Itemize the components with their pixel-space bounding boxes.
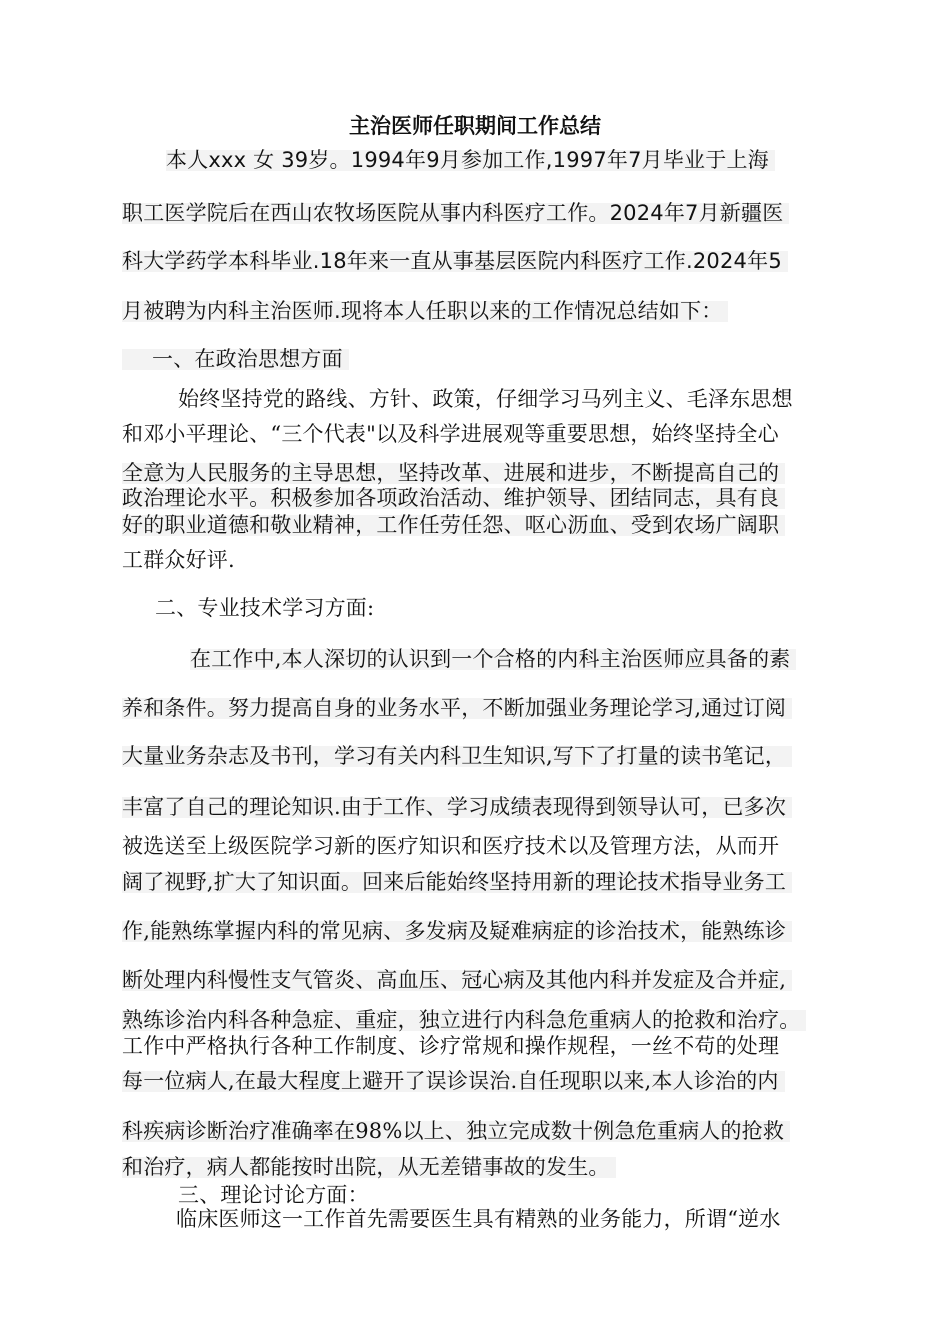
- paragraph-line: 临床医师这一工作首先需要医生具有精熟的业务能力，所谓“逆水: [176, 1207, 781, 1231]
- document-title: 主治医师任职期间工作总结: [349, 114, 601, 138]
- paragraph-line: 本人xxx 女 39岁。1994年9月参加工作,1997年7月毕业于上海: [166, 150, 775, 171]
- paragraph-line: 科疾病诊断治疗准确率在98%以上、独立完成数十例急危重病人的抢救: [122, 1121, 790, 1142]
- paragraph-line: 大量业务杂志及书刊，学习有关内科卫生知识,写下了打量的读书笔记，: [122, 746, 792, 767]
- paragraph-line: 月被聘为内科主治医师.现将本人任职以来的工作情况总结如下：: [122, 301, 728, 322]
- section-heading: 一、在政治思想方面: [122, 349, 349, 370]
- paragraph-line: 丰富了自己的理论知识.由于工作、学习成绩表现得到领导认可，已多次: [122, 797, 792, 818]
- paragraph-line: 养和条件。努力提高自身的业务水平，不断加强业务理论学习,通过订阅: [122, 698, 792, 719]
- paragraph-line: 阔了视野,扩大了知识面。回来后能始终坚持用新的理论技术指导业务工: [122, 872, 792, 893]
- paragraph-line: 每一位病人,在最大程度上避开了误诊误治.自任现职以来,本人诊治的内: [122, 1071, 785, 1092]
- paragraph-line: 断处理内科慢性支气管炎、高血压、冠心病及其他内科并发症及合并症,: [122, 970, 792, 991]
- paragraph-line: 在工作中,本人深切的认识到一个合格的内科主治医师应具备的素: [190, 649, 796, 670]
- paragraph-line: 全意为人民服务的主导思想，坚持改革、进展和进步，不断提高自己的: [122, 463, 785, 484]
- paragraph-line: 始终坚持党的路线、方针、政策，仔细学习马列主义、毛泽东思想: [178, 387, 793, 411]
- section-heading: 三、理论讨论方面：: [178, 1183, 369, 1207]
- paragraph-line: 工群众好评.: [122, 548, 235, 572]
- section-heading: 二、专业技术学习方面:: [155, 596, 375, 620]
- paragraph-line: 和治疗，病人都能按时出院，从无差错事故的发生。: [122, 1157, 616, 1178]
- paragraph-line: 熟练诊治内科各种急症、重症，独立进行内科急危重病人的抢救和治疗。: [122, 1010, 806, 1031]
- paragraph-line: 作,能熟练掌握内科的常见病、多发病及疑难病症的诊治技术，能熟练诊: [122, 921, 792, 942]
- paragraph-line: 政治理论水平。积极参加各项政治活动、维护领导、团结同志，具有良: [122, 488, 785, 509]
- paragraph-line: 好的职业道德和敬业精神，工作任劳任怨、呕心沥血、受到农场广阔职: [122, 515, 785, 536]
- paragraph-line: 被选送至上级医院学习新的医疗知识和医疗技术以及管理方法，从而开: [122, 834, 780, 858]
- paragraph-line: 工作中严格执行各种工作制度、诊疗常规和操作规程，一丝不苟的处理: [122, 1034, 780, 1058]
- paragraph-line: 和邓小平理论、“三个代表"以及科学进展观等重要思想，始终坚持全心: [122, 422, 779, 446]
- paragraph-line: 科大学药学本科毕业.18年来一直从事基层医院内科医疗工作.2024年5: [122, 251, 788, 272]
- paragraph-line: 职工医学院后在西山农牧场医院从事内科医疗工作。2024年7月新疆医: [122, 203, 789, 224]
